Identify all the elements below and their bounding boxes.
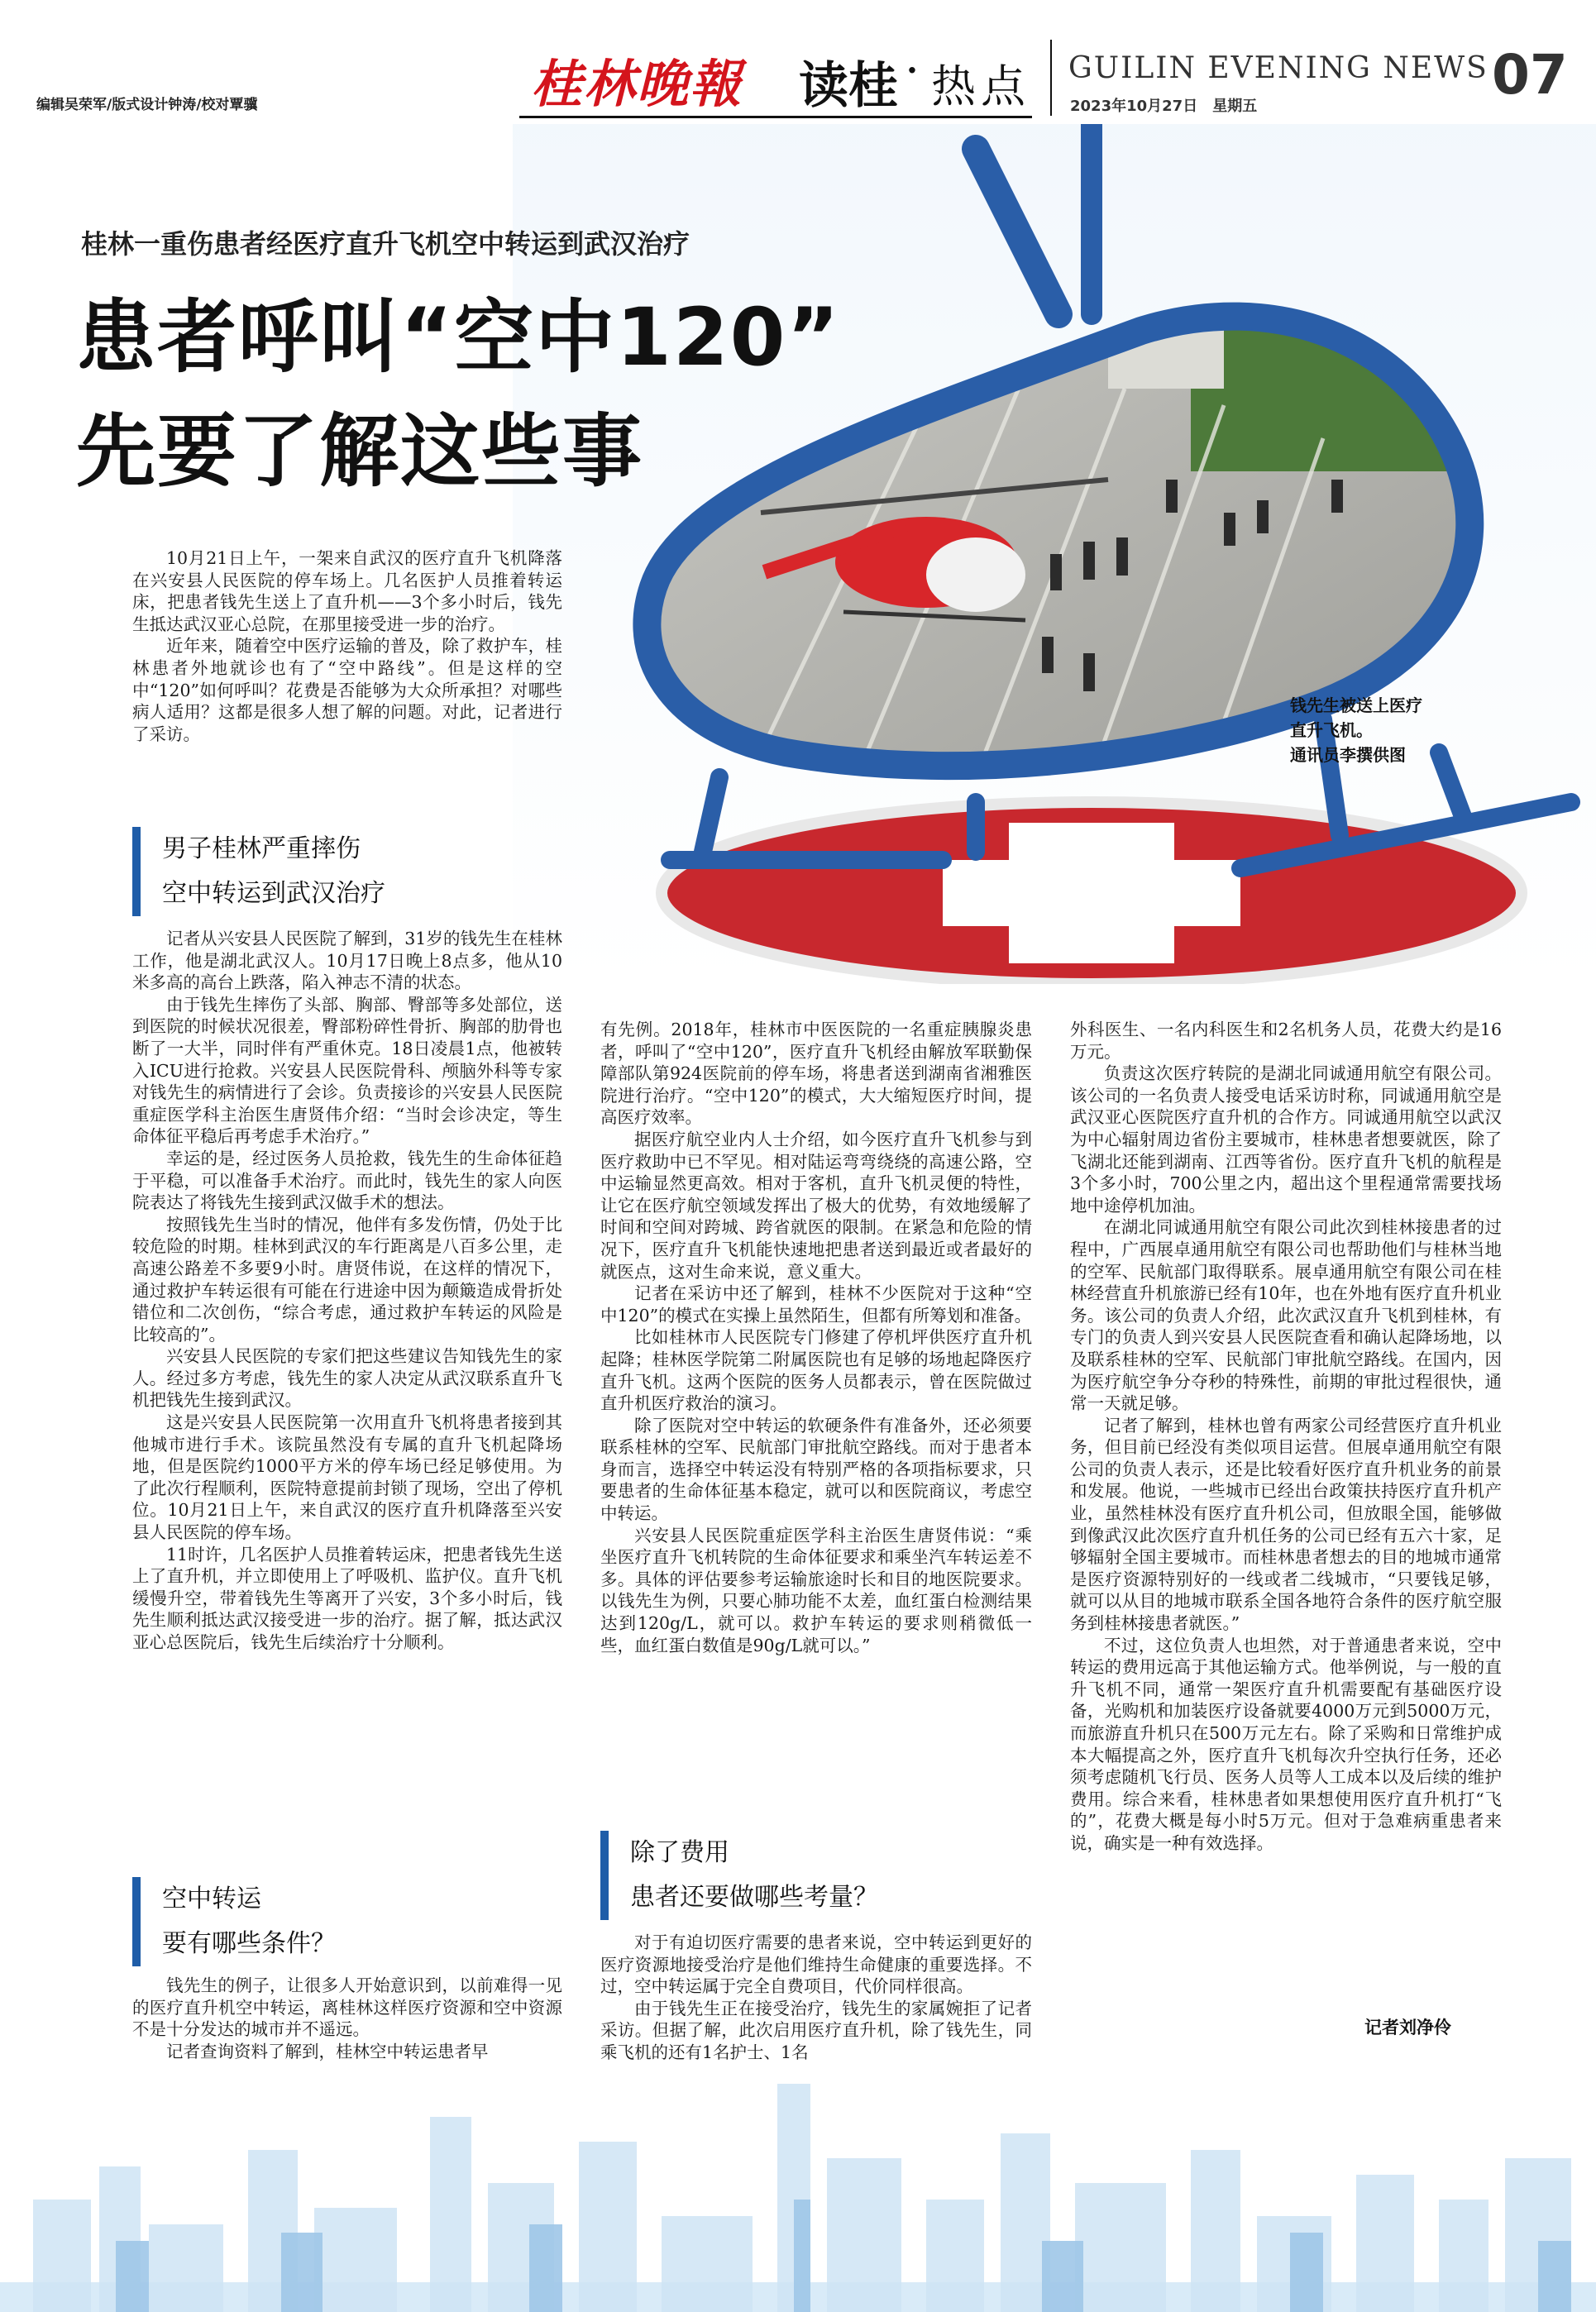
subhead-line: 除了费用 [630, 1838, 729, 1867]
body-paragraph: 由于钱先生摔伤了头部、胸部、臀部等多处部位，送到医院的时候状况很差，臀部粉碎性骨折、胸部的肋骨也断了一大半，同时伴有严重休克。18日凌晨1点，他被转入ICU进行抢救。兴安县人民医院骨科、颅脑外科等专家对钱先生的病情进行了会诊。负责接诊的兴安县人民医院重症医学科主治医生唐贤伟介绍：“当时会诊决定，等生命体征平稳后再考虑手术治疗。” [132, 994, 562, 1147]
editor-credits: 编辑吴荣军/版式设计钟涛/校对覃骥 [36, 97, 258, 113]
lead-paragraph: 近年来，随着空中医疗运输的普及，除了救护车，桂林患者外地就诊也有了“空中路线”。但是这样的空中“120”如何呼叫？花费是否能够为大众所承担？对哪些病人适用？这都是很多人想了解的问题。对此，记者进行了采访。 [132, 636, 562, 744]
body-paragraph: 有先例。2018年，桂林市中医医院的一名重症胰腺炎患者，呼叫了“空中120”，医疗直升飞机经由解放军联勤保障部队第924医院前的停车场，将患者送到湖南省湘雅医院进行治疗。“空中120”的模式，大大缩短医疗时间，提高医疗效率。 [600, 1020, 1032, 1128]
body-paragraph: 按照钱先生当时的情况，他伴有多发伤情，仍处于比较危险的时期。桂林到武汉的车行距离是八百多公里，走高速公路差不多要9小时。唐贤伟说，在这样的情况下，通过救护车转运很有可能在行进途中因为颠簸造成骨折处错位和二次创伤，“综合考虑，通过救护车转运的风险是比较高的”。 [132, 1214, 562, 1345]
body-paragraph: 钱先生的例子，让很多人开始意识到，以前难得一见的医疗直升机空中转运，离桂林这样医疗资源和空中资源不是十分发达的城市并不遥远。 [132, 1975, 562, 2040]
newspaper-english-name: GUILIN EVENING NEWS [1068, 51, 1488, 85]
column-1-body [132, 928, 562, 1654]
caption-line: 钱先生被送上医疗 [1290, 695, 1422, 715]
body-paragraph: 由于钱先生正在接受治疗，钱先生的家属婉拒了记者采访。但据了解，此次启用医疗直升机，除了钱先生，同乘飞机的还有1名护士、1名 [600, 1998, 1032, 2062]
caption-credit: 通讯员李撰供图 [1290, 745, 1406, 765]
body-paragraph: 幸运的是，经过医务人员抢救，钱先生的生命体征趋于平稳，可以准备手术治疗。而此时，钱先生的家人向医院表达了将钱先生接到武汉做手术的想法。 [132, 1148, 562, 1213]
headline-kicker: 桂林一重伤患者经医疗直升飞机空中转运到武汉治疗 [81, 228, 690, 260]
section-separator: · [906, 51, 918, 90]
body-paragraph: 比如桂林市人民医院专门修建了停机坪供医疗直升机起降；桂林医学院第二附属医院也有足够的场地起降医疗直升飞机。这两个医院的医务人员都表示，曾在医院做过直升机医疗救治的演习。 [600, 1327, 1032, 1414]
caption-line: 直升飞机。 [1290, 720, 1373, 740]
headline-line-1: 患者呼叫“空中120” [76, 291, 841, 384]
body-paragraph: 兴安县人民医院重症医学科主治医生唐贤伟说：“乘坐医疗直升飞机转院的生命体征要求和乘坐汽车转运差不多。具体的评估要参考运输旅途时长和目的地医院要求。以钱先生为例，只要心肺功能不太差，血红蛋白检测结果达到120g/L，就可以。救护车转运的要求则稍微低一些，血红蛋白数值是90g/L就可以。” [600, 1525, 1032, 1655]
masthead-rule [519, 116, 1032, 118]
lead-paragraph: 10月21日上午，一架来自武汉的医疗直升飞机降落在兴安县人民医院的停车场上。几名医护人员推着转运床，把患者钱先生送上了直升机——3个多小时后，钱先生抵达武汉亚心总院，在那里接受进一步的治疗。 [132, 548, 562, 634]
body-paragraph: 记者从兴安县人民医院了解到，31岁的钱先生在桂林工作，他是湖北武汉人。10月17日晚上8点多，他从10米多高的高台上跌落，陷入神志不清的状态。 [132, 929, 562, 993]
section-name: 读桂 [799, 57, 898, 115]
article-lead [132, 547, 562, 745]
newspaper-logo: 桂林晚報 [531, 54, 743, 114]
body-paragraph: 兴安县人民医院的专家们把这些建议告知钱先生的家人。经过多方考虑，钱先生的家人决定从武汉联系直升飞机把钱先生接到武汉。 [132, 1346, 562, 1411]
subhead-line: 男子桂林严重摔伤 [162, 834, 361, 863]
column-3-body [1070, 1019, 1502, 1855]
subhead-line: 要有哪些条件？ [162, 1929, 336, 1958]
subhead-1 [132, 827, 592, 916]
subhead-line: 患者还要做哪些考量？ [630, 1883, 878, 1912]
subhead-line: 空中转运 [162, 1884, 261, 1913]
section-subname: 热点 [931, 60, 1030, 112]
column-2-body [600, 1019, 1032, 1656]
body-paragraph: 这是兴安县人民医院第一次用直升飞机将患者接到其他城市进行手术。该院虽然没有专属的直升飞机起降场地，但是医院约1000平方米的停车场已经足够使用。为了此次行程顺利，医院特意提前封锁了现场，空出了停机位。10月21日上午，来自武汉的医疗直升机降落至兴安县人民医院的停车场。 [132, 1412, 562, 1543]
city-skyline [0, 2034, 1596, 2312]
body-paragraph: 不过，这位负责人也坦然，对于普通患者来说，空中转运的费用远高于其他运输方式。他举例说，与一般的直升飞机不同，通常一架医疗直升机需要配有基础医疗设备，光购机和加装医疗设备就要4000万元到5000万元，而旅游直升机只在500万元左右。除了采购和日常维护成本大幅提高之外，医疗直升飞机每次升空执行任务，还必须考虑随机飞行员、医务人员等人工成本以及后续的维护费用。综合来看，桂林患者如果想使用医疗直升机打“飞的”，花费大概是每小时5万元。但对于急难病重患者来说，确实是一种有效选择。 [1070, 1635, 1502, 1853]
body-paragraph: 11时许，几名医护人员推着转运床，把患者钱先生送上了直升机，并立即使用上了呼吸机、监护仪。直升飞机缓慢升空，带着钱先生等离开了兴安，3个多小时后，钱先生顺利抵达武汉接受进一步的治疗。据了解，抵达武汉亚心总医院后，钱先生后续治疗十分顺利。 [132, 1544, 562, 1652]
page-number: 07 [1492, 43, 1568, 107]
subhead-3 [600, 1831, 1062, 1920]
body-paragraph: 负责这次医疗转院的是湖北同诚通用航空有限公司。该公司的一名负责人接受电话采访时称，同诚通用航空是武汉亚心医院医疗直升机的合作方。同诚通用航空以武汉为中心辐射周边省份主要城市，桂林患者想要就医，除了飞湖北还能到湖南、江西等省份。医疗直升飞机的航程是3个多小时，700公里之内，超出这个里程通常需要找场地中途停机加油。 [1070, 1063, 1502, 1216]
body-paragraph: 据医疗航空业内人士介绍，如今医疗直升飞机参与到医疗救助中已不罕见。相对陆运弯弯绕绕的高速公路，空中运输显然更高效。相对于客机，直升飞机灵便的特性，让它在医疗航空领域发挥出了极大的优势，有效地缓解了时间和空间对跨城、跨省就医的限制。在紧急和危险的情况下，医疗直升飞机能快速地把患者送到最近或者最好的就医点，这对生命来说，意义重大。 [600, 1129, 1032, 1282]
subhead-2 [132, 1877, 592, 1966]
body-paragraph: 除了医院对空中转运的软硬条件有准备外，还必须要联系桂林的空军、民航部门审批航空路线。而对于患者本身而言，选择空中转运没有特别严格的各项指标要求，只要患者的生命体征基本稳定，就可以和医院商议，考虑空中转运。 [600, 1415, 1032, 1524]
headline-line-2: 先要了解这些事 [76, 405, 643, 498]
reporter-byline: 记者刘净伶 [1364, 2018, 1451, 2037]
subhead-line: 空中转运到武汉治疗 [162, 879, 385, 908]
body-paragraph: 对于有迫切医疗需要的患者来说，空中转运到更好的医疗资源地接受治疗是他们维持生命健康的重要选择。不过，空中转运属于完全自费项目，代价同样很高。 [600, 1932, 1032, 1997]
body-paragraph: 记者查询资料了解到，桂林空中转运患者早 [166, 2041, 489, 2061]
body-paragraph: 在湖北同诚通用航空有限公司此次到桂林接患者的过程中，广西展卓通用航空有限公司也帮助他们与桂林当地的空军、民航部门取得联系。展卓通用航空有限公司在桂林经营直升机旅游已经有10年，也在外地有医疗直升机业务。该公司的负责人介绍，此次武汉直升飞机到桂林，有专门的负责人到兴安县人民医院查看和确认起降场地，以及联系桂林的空军、民航部门审批航空路线。在国内，因为医疗航空争分夺秒的特殊性，前期的审批过程很快，通常一天就足够。 [1070, 1217, 1502, 1414]
masthead-divider [1050, 40, 1052, 116]
issue-date: 2023年10月27日 星期五 [1070, 98, 1258, 115]
photo-caption [1290, 693, 1538, 767]
body-paragraph: 记者在采访中还了解到，桂林不少医院对于这种“空中120”的模式在实操上虽然陌生，但都有所筹划和准备。 [600, 1283, 1032, 1326]
body-paragraph: 外科医生、一名内科医生和2名机务人员，花费大约是16万元。 [1070, 1020, 1502, 1062]
body-paragraph: 记者了解到，桂林也曾有两家公司经营医疗直升机业务，但目前已经没有类似项目运营。但展卓通用航空有限公司的负责人表示，还是比较看好医疗直升机业务的前景和发展。他说，一些城市已经出台政策扶持医疗直升机产业，虽然桂林没有医疗直升机公司，但放眼全国，能够做到像武汉此次医疗直升机任务的公司已经有五六十家，足够辐射全国主要城市。而桂林患者想去的目的地城市通常是医疗资源特别好的一线或者二线城市，“只要钱足够，就可以从目的地城市联系全国各地符合条件的医疗航空服务到桂林接患者就医。” [1070, 1415, 1502, 1634]
